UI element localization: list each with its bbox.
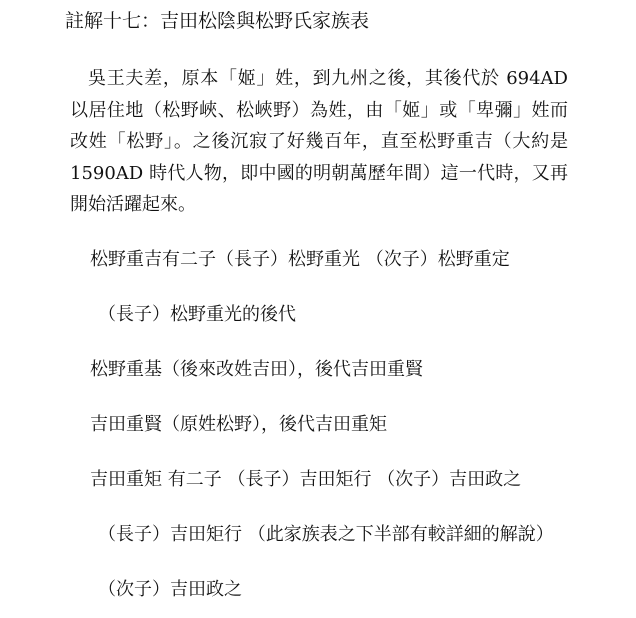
family-line-5: 吉田重矩 有二子 （長子）吉田矩行 （次子）吉田政之 bbox=[90, 469, 522, 490]
family-line-3: 松野重基（後來改姓吉田），後代吉田重賢 bbox=[90, 359, 423, 380]
family-line-6: （長子）吉田矩行 （此家族表之下半部有較詳細的解說） bbox=[98, 524, 554, 545]
intro-paragraph: 吳王夫差，原本「姬」姓，到九州之後，其後代於 694AD 以居住地（松野峽、松峽野）為姓，由「姬」或「卑彌」姓而改姓「松野」。之後沉寂了好幾百年，直至松野重吉（大約是 1590AD 時代人物，即中國的明朝萬歷年間）這一代時，又再開始活躍起來。 bbox=[70, 68, 568, 215]
family-line-1: 松野重吉有二子（長子）松野重光 （次子）松野重定 bbox=[90, 249, 510, 270]
family-line-7: （次子）吉田政之 bbox=[98, 579, 242, 600]
family-line-2: （長子）松野重光的後代 bbox=[98, 304, 296, 325]
family-line-4: 吉田重賢（原姓松野），後代吉田重矩 bbox=[90, 414, 387, 435]
note-title: 註解十七：吉田松陰與松野氏家族表 bbox=[65, 10, 370, 32]
